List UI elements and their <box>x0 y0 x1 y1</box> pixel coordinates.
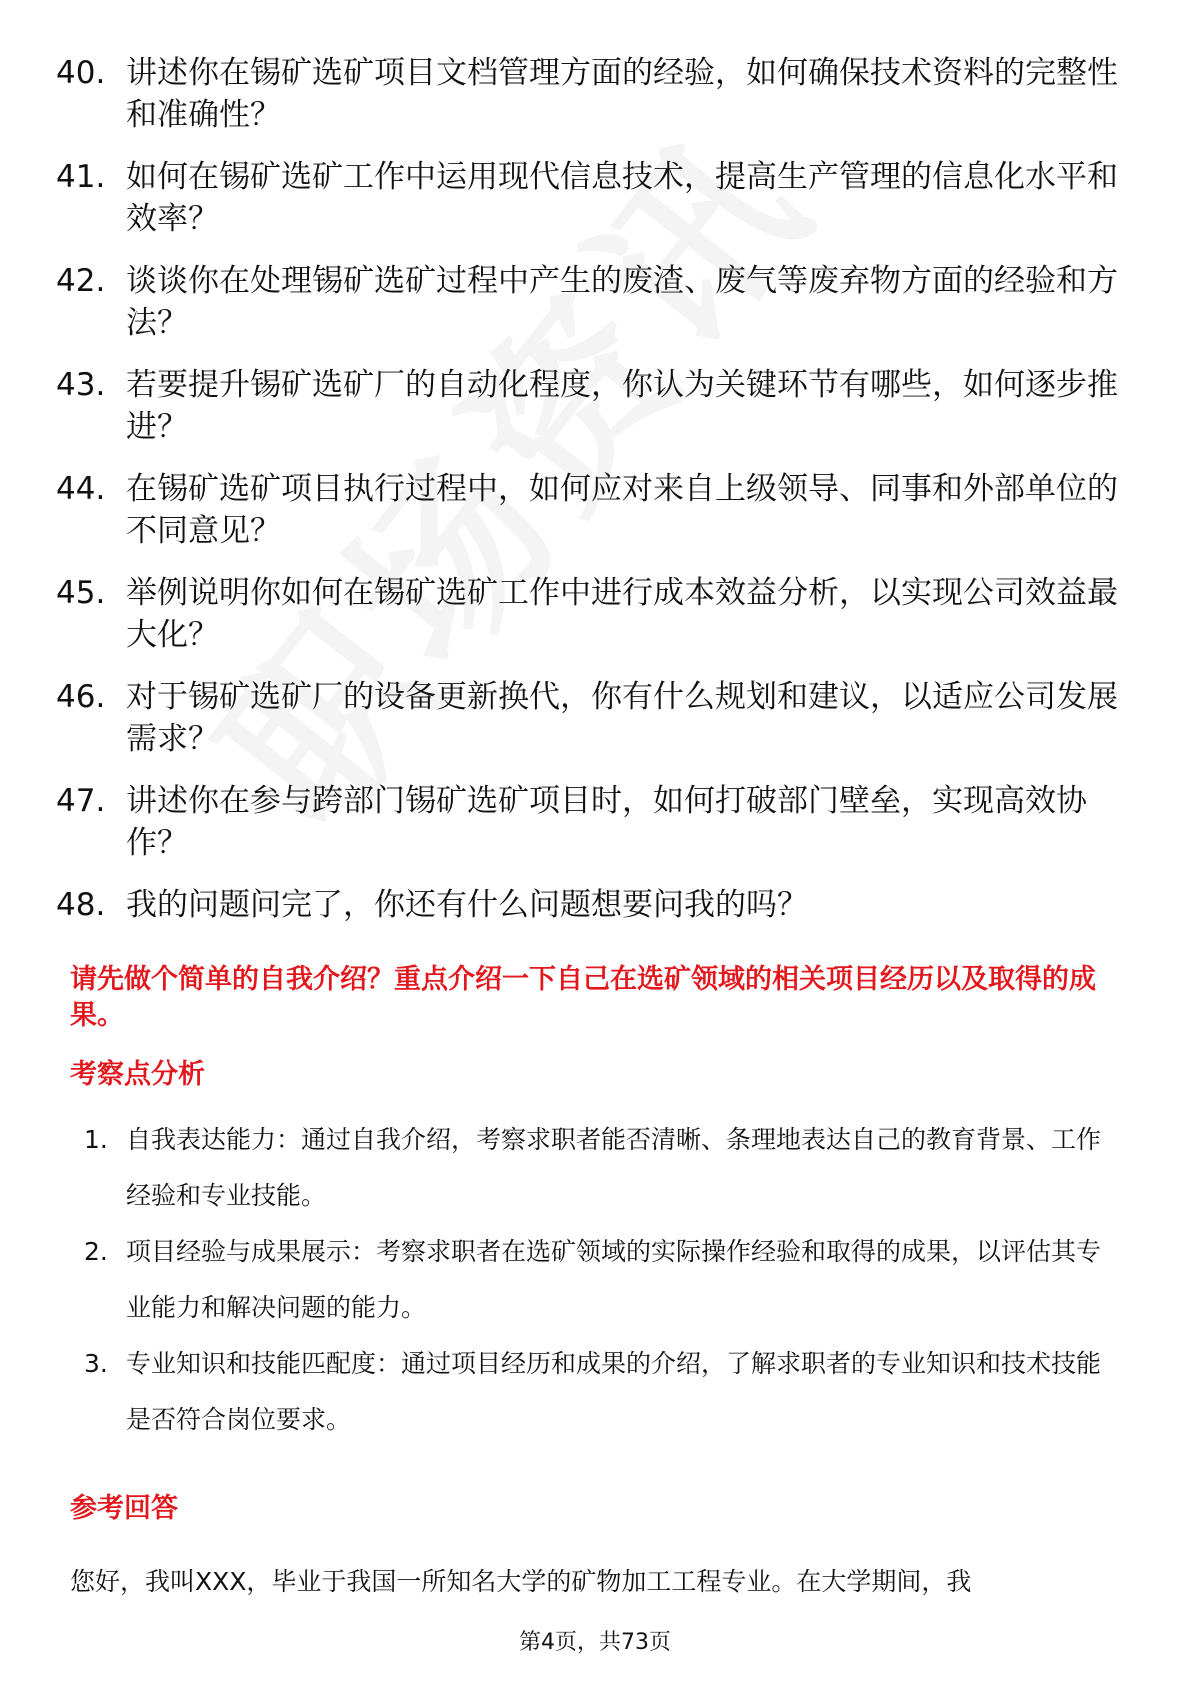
question-text: 我的问题问完了，你还有什么问题想要问我的吗？ <box>126 887 808 923</box>
question-item <box>56 572 1136 656</box>
question-item <box>56 780 1136 864</box>
analysis-text: 项目经验与成果展示：考察求职者在选矿领域的实际操作经验和取得的成果，以评估其专业能力和解决问题的能力。 <box>126 1237 1102 1322</box>
answer-title: 参考回答 <box>70 1493 178 1524</box>
question-list <box>56 52 1136 946</box>
page-footer: 第4页，共73页 <box>519 1630 671 1655</box>
analysis-text: 专业知识和技能匹配度：通过项目经历和成果的介绍，了解求职者的专业知识和技术技能是否符合岗位要求。 <box>126 1349 1102 1434</box>
question-text: 若要提升锡矿选矿厂的自动化程度，你认为关键环节有哪些，如何逐步推进？ <box>126 367 1118 445</box>
question-text: 对于锡矿选矿厂的设备更新换代，你有什么规划和建议，以适应公司发展需求？ <box>126 679 1118 757</box>
highlight-question: 请先做个简单的自我介绍？重点介绍一下自己在选矿领域的相关项目经历以及取得的成果。 <box>70 964 1096 1031</box>
question-number: 43. <box>56 367 106 403</box>
question-item <box>56 364 1136 448</box>
analysis-number: 1. <box>84 1125 108 1154</box>
analysis-item <box>84 1224 1124 1336</box>
analysis-title: 考察点分析 <box>70 1059 205 1090</box>
question-item <box>56 676 1136 760</box>
question-item <box>56 884 1136 926</box>
analysis-item <box>84 1336 1124 1448</box>
question-text: 举例说明你如何在锡矿选矿工作中进行成本效益分析，以实现公司效益最大化？ <box>126 575 1118 653</box>
analysis-list <box>84 1112 1124 1448</box>
question-text: 讲述你在参与跨部门锡矿选矿项目时，如何打破部门壁垒，实现高效协作？ <box>126 783 1087 861</box>
analysis-item <box>84 1112 1124 1224</box>
analysis-text: 自我表达能力：通过自我介绍，考察求职者能否清晰、条理地表达自己的教育背景、工作经验和专业技能。 <box>126 1125 1102 1210</box>
question-number: 44. <box>56 471 106 507</box>
analysis-number: 3. <box>84 1349 108 1378</box>
question-text: 在锡矿选矿项目执行过程中，如何应对来自上级领导、同事和外部单位的不同意见？ <box>126 471 1118 549</box>
question-number: 48. <box>56 887 106 923</box>
question-item <box>56 52 1136 136</box>
question-number: 45. <box>56 575 106 611</box>
question-text: 讲述你在锡矿选矿项目文档管理方面的经验，如何确保技术资料的完整性和准确性？ <box>126 55 1118 133</box>
analysis-number: 2. <box>84 1237 108 1266</box>
question-number: 42. <box>56 263 106 299</box>
question-item <box>56 468 1136 552</box>
question-text: 谈谈你在处理锡矿选矿过程中产生的废渣、废气等废弃物方面的经验和方法？ <box>126 263 1118 341</box>
question-text: 如何在锡矿选矿工作中运用现代信息技术，提高生产管理的信息化水平和效率？ <box>126 159 1118 237</box>
question-number: 40. <box>56 55 106 91</box>
question-number: 46. <box>56 679 106 715</box>
question-number: 47. <box>56 783 106 819</box>
question-item <box>56 156 1136 240</box>
question-item <box>56 260 1136 344</box>
question-number: 41. <box>56 159 106 195</box>
answer-text: 您好，我叫XXX，毕业于我国一所知名大学的矿物加工工程专业。在大学期间，我 <box>70 1567 972 1596</box>
